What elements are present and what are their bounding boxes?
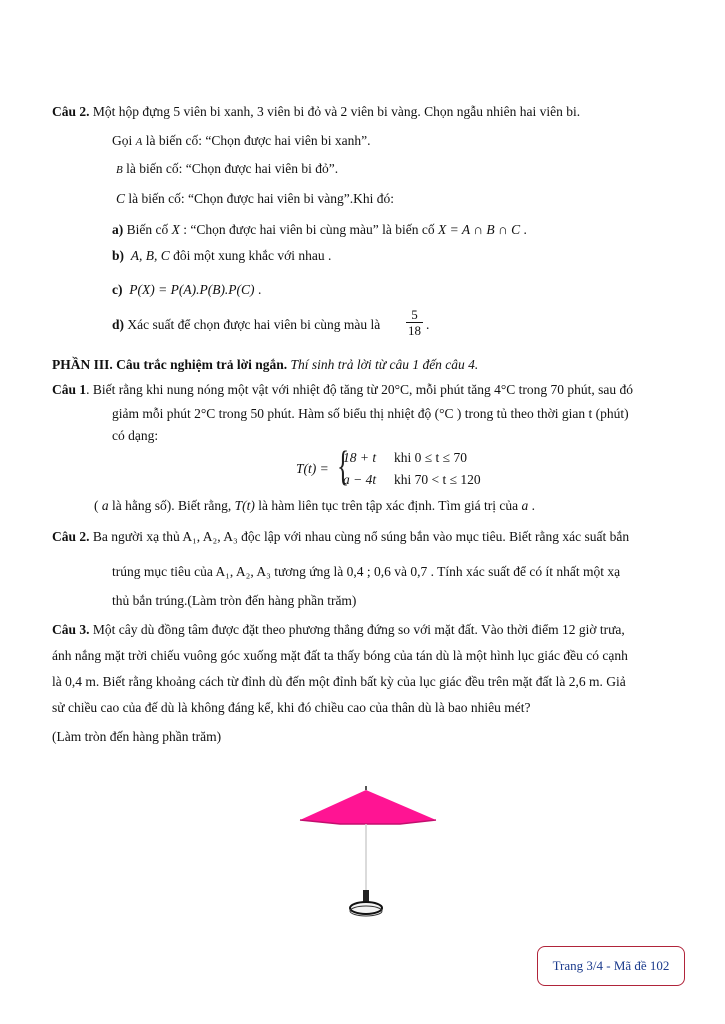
q2-event-a [112, 132, 371, 151]
q2-statement-d-text: Xác suất để chọn được hai viên bi cùng màu là [124, 317, 381, 332]
q2-statement-b-text: đôi một xung khắc với nhau . [169, 248, 332, 263]
p3q3-line2: ánh nắng mặt trời chiếu vuông góc xuống mặt đất ta thấy bóng của tán dù là một hình lục giác đều có cạnh [52, 648, 628, 663]
p3q3-line1 [52, 621, 625, 639]
q2-event-c [116, 190, 394, 208]
q2-event-b-var: B [116, 164, 123, 176]
p3q3-label: Câu 3. [52, 622, 90, 637]
q2-statement-a-text: Biến cố [123, 222, 172, 237]
q2-statement-a-formula: X = A ∩ B ∩ C [438, 222, 521, 237]
fraction-denominator: 18 [408, 323, 421, 338]
p3q1-label: Câu 1 [52, 382, 87, 397]
p3q1-line3: có dạng: [112, 428, 159, 443]
part3-subtitle: Thí sinh trả lời từ câu 1 đến câu 4. [287, 357, 479, 372]
p3q1-function-lhs: T(t) = [296, 461, 329, 476]
q2-event-a-pre: Gọi [112, 133, 136, 148]
p3q1-question [94, 497, 535, 515]
q2-statement-b [112, 247, 331, 265]
umbrella-illustration [290, 780, 450, 925]
page-footer [537, 946, 685, 986]
q2-statement-c-label: c) [112, 282, 123, 297]
p3q1-question-text: là hằng số). Biết rằng, [108, 498, 235, 513]
p3q3-line3: là 0,4 m. Biết rằng khoảng cách từ đỉnh dù đến một đỉnh bất kỳ của lục giác đều trên mặt đất là 2,6 m. Giả [52, 674, 626, 689]
q2-label: Câu 2. [52, 104, 90, 119]
p3q1-question-end: . [528, 498, 536, 513]
p3q1-line1-text: . Biết rằng khi nung nóng một vật với nhiệt độ tăng từ 20°C, mỗi phút tăng 4°C trong 70 phút, sau đó [86, 382, 633, 397]
q2-statement-a-end: . [520, 222, 527, 237]
p3q2-line3: thủ bắn trúng.(Làm tròn đến hàng phần trăm) [112, 593, 357, 608]
q2-event-b-text: là biến cố: “Chọn được hai viên bi đỏ”. [122, 161, 339, 176]
p3q1-case2-cond: khi 70 < t ≤ 120 [394, 472, 481, 487]
q2-event-a-var: A [135, 136, 143, 148]
p3q1-question-text2: là hàm liên tục trên tập xác định. Tìm giá trị của [254, 498, 522, 513]
p3q1-case2-expr: a − 4t [343, 472, 377, 487]
p3q1-var-a: a [101, 498, 109, 513]
q2-event-c-var: C [116, 191, 126, 206]
q2-statement-d-end: . [426, 317, 430, 332]
q2-statement-c-end: . [254, 282, 262, 297]
q2-event-b [116, 160, 338, 179]
q2-statement-b-formula: A, B, C [130, 248, 170, 263]
q2-statement-c-formula: P(X) = P(A).P(B).P(C) [129, 282, 255, 297]
p3q1-function: T(t) [234, 498, 255, 513]
p3q2-line1-text: Ba người xạ thủ A₁, A₂, A₃ độc lập với nhau cùng nổ súng bắn vào mục tiêu. Biết rằng xác suất bắn [89, 529, 630, 544]
p3q1-case1-cond: khi 0 ≤ t ≤ 70 [394, 450, 467, 465]
q2-statement-d-fraction [406, 307, 423, 338]
p3q2-line1 [52, 528, 629, 546]
q2-statement-b-label: b) [112, 248, 125, 263]
q2-statement-a [112, 221, 527, 239]
piecewise-brace: { [337, 444, 350, 490]
umbrella-stand [350, 902, 382, 914]
fraction-numerator: 5 [411, 307, 418, 322]
q2-statement-a-var: X [171, 222, 180, 237]
p3q3-line1-text: Một cây dù đồng tâm được đặt theo phương thẳng đứng so với mặt đất. Vào thời điểm 12 giờ trưa, [89, 622, 625, 637]
part3-heading [52, 356, 478, 374]
p3q2-label: Câu 2. [52, 529, 90, 544]
q2-event-c-text: là biến cố: “Chọn được hai viên bi vàng”.Khi đó: [125, 191, 395, 206]
p3q1-case1-expr: 18 + t [343, 450, 377, 465]
q2-statement-a-label: a) [112, 222, 124, 237]
part3-title: PHẦN III. Câu trắc nghiệm trả lời ngắn. [52, 357, 288, 372]
q2-statement-c [112, 281, 261, 299]
p3q2-line2: trúng mục tiêu của A₁, A₂, A₃ tương ứng là 0,4 ; 0,6 và 0,7 . Tính xác suất để có ít nhất một xạ [112, 564, 621, 579]
p3q3-line5: (Làm tròn đến hàng phần trăm) [52, 729, 222, 744]
q2-statement-d [112, 316, 380, 334]
q2-stem [52, 103, 580, 121]
p3q3-line4: sử chiều cao của đế dù là không đáng kể, khi đó chiều cao của thân dù là bao nhiêu mét? [52, 700, 531, 715]
q2-statement-d-label: d) [112, 317, 125, 332]
p3q1-open-paren: ( [94, 498, 102, 513]
p3q1-var-a2: a [521, 498, 529, 513]
p3q1-line1 [52, 381, 633, 399]
umbrella-canopy [300, 790, 436, 824]
p3q1-line2: giảm mỗi phút 2°C trong 50 phút. Hàm số biểu thị nhiệt độ (°C ) trong tủ theo thời gian t (phút) [112, 406, 629, 421]
q2-text: Một hộp đựng 5 viên bi xanh, 3 viên bi đỏ và 2 viên bi vàng. Chọn ngẫu nhiên hai viên bi. [89, 104, 581, 119]
q2-event-a-text: là biến cố: “Chọn được hai viên bi xanh”. [142, 133, 371, 148]
q2-statement-a-text2: : “Chọn được hai viên bi cùng màu” là biến cố [179, 222, 439, 237]
footer-text: Trang 3/4 - Mã đề 102 [552, 958, 670, 973]
